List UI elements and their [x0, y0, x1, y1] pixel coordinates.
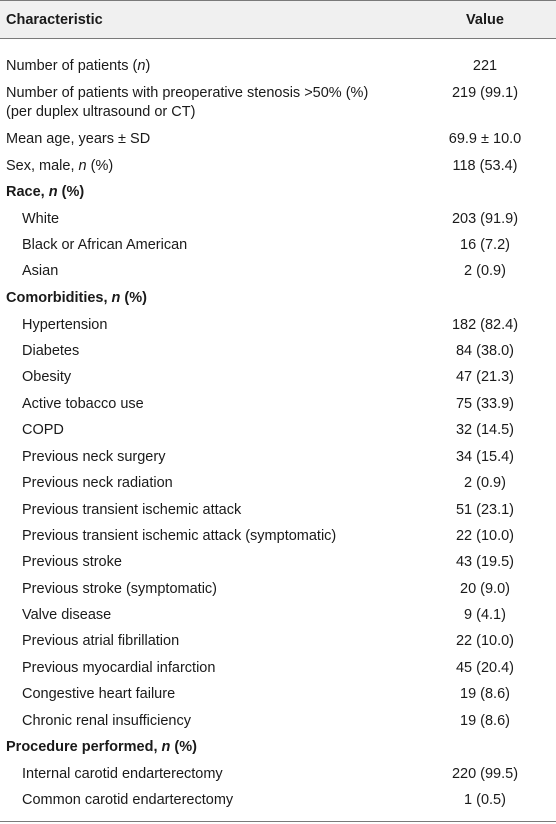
row-label: Previous transient ischemic attack (symptomatic): [22, 528, 337, 544]
row-label: Previous myocardial infarction: [22, 660, 216, 676]
row-value: 219 (99.1): [451, 85, 519, 101]
row-value: 84 (38.0): [455, 343, 515, 359]
row-value: 9 (4.1): [464, 607, 506, 623]
row-value: 45 (20.4): [455, 660, 515, 676]
row-label: Asian: [22, 263, 59, 279]
row-value: 43 (19.5): [455, 554, 515, 570]
row-value: 2 (0.9): [464, 263, 506, 279]
row-value: 75 (33.9): [455, 396, 515, 412]
row-value: 2 (0.9): [464, 475, 506, 491]
row-value: 19 (8.6): [460, 713, 510, 729]
row-label: Obesity: [22, 369, 72, 385]
table-header: [0, 0, 556, 39]
row-value: 1 (0.5): [464, 792, 506, 808]
row-value: 203 (91.9): [451, 211, 519, 227]
row-value: 34 (15.4): [455, 449, 515, 465]
row-label: Active tobacco use: [22, 396, 144, 412]
row-value: 16 (7.2): [460, 237, 510, 253]
row-value: 22 (10.0): [455, 528, 515, 544]
row-label: White: [22, 211, 60, 227]
row-label: Previous stroke (symptomatic): [22, 581, 217, 597]
row-label: Previous neck radiation: [22, 475, 173, 491]
row-label: COPD: [22, 422, 64, 438]
row-value: 22 (10.0): [455, 633, 515, 649]
row-label: Valve disease: [22, 607, 112, 623]
row-label: Previous transient ischemic attack: [22, 502, 242, 518]
row-value: 118 (53.4): [452, 158, 518, 174]
header-characteristic: Characteristic: [6, 12, 103, 28]
row-value: 19 (8.6): [460, 686, 510, 702]
bottom-rule: [0, 821, 556, 822]
section-label: Comorbidities, n (%): [6, 290, 147, 306]
row-label: Hypertension: [22, 317, 108, 333]
row-label: Black or African American: [22, 237, 188, 253]
row-value: 32 (14.5): [455, 422, 515, 438]
row-label: Mean age, years ± SD: [6, 131, 151, 147]
row-label: Sex, male, n (%): [6, 158, 114, 174]
row-label: Internal carotid endarterectomy: [22, 766, 223, 782]
row-label: Previous atrial fibrillation: [22, 633, 180, 649]
header-value: Value: [466, 12, 504, 28]
row-value: 51 (23.1): [455, 502, 515, 518]
row-value: 69.9 ± 10.0: [448, 131, 522, 147]
row-label: Common carotid endarterectomy: [22, 792, 234, 808]
row-label: Chronic renal insufficiency: [22, 713, 191, 729]
row-value: 20 (9.0): [460, 581, 510, 597]
row-label: Previous stroke: [22, 554, 122, 570]
row-label: Diabetes: [22, 343, 80, 359]
row-label: Congestive heart failure: [22, 686, 176, 702]
section-label: Procedure performed, n (%): [6, 739, 197, 755]
row-value: 220 (99.5): [451, 766, 519, 782]
row-label: Previous neck surgery: [22, 449, 166, 465]
row-value: 221: [472, 58, 498, 74]
section-label: Race, n (%): [6, 184, 85, 200]
row-value: 47 (21.3): [455, 369, 515, 385]
row-label: Number of patients with preoperative stenosis >50% (%) (per duplex ultrasound or CT): [6, 85, 369, 120]
row-value: 182 (82.4): [451, 317, 519, 333]
row-label: Number of patients (n): [6, 58, 151, 74]
